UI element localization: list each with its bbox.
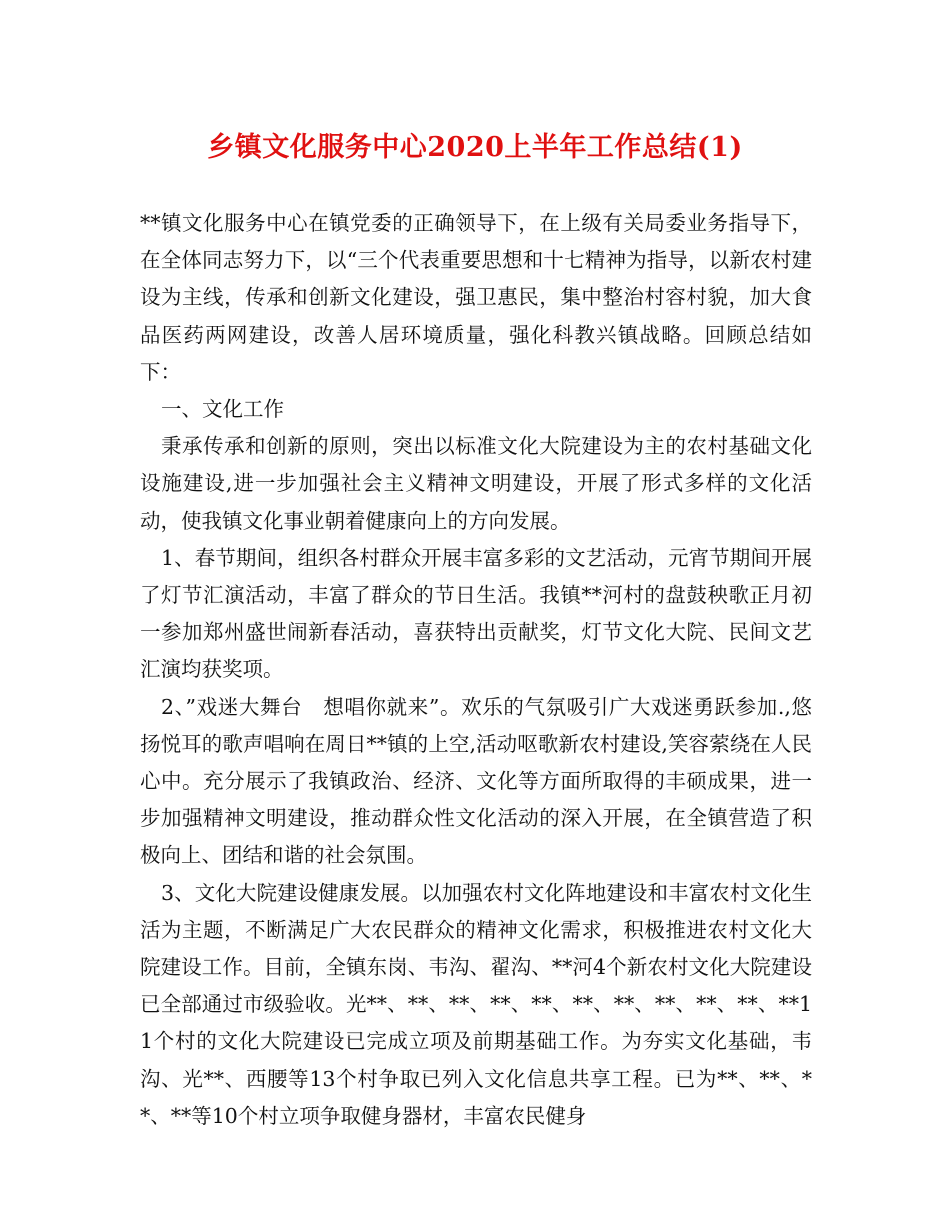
document-body [140,205,812,1135]
paragraph-item-2: 2、”戏迷大舞台 想唱你就来”。欢乐的气氛吸引广大戏迷勇跃参加.,悠扬悦耳的歌声唱响在周日**镇的上空,活动呕歌新农村建设,笑容萦绕在人民心中。充分展示了我镇政治、经济、文化等方面所取得的丰硕成果，进一步加强精神文明建设，推动群众性文化活动的深入开展，在全镇营造了积极向上、团结和谐的社会氛围。 [140,694,812,868]
paragraph-intro: **镇文化服务中心在镇党委的正确领导下，在上级有关局委业务指导下，在全体同志努力下，以“三个代表重要思想和十七精神为指导，以新农村建设为主线，传承和创新文化建设，强卫惠民，集中整治村容村貌，加大食品医药两网建设，改善人居环境质量，强化科教兴镇战略。回顾总结如下： [140,211,812,384]
paragraph-culture-overview: 秉承传承和创新的原则，突出以标准文化大院建设为主的农村基础文化设施建设,进一步加强社会主义精神文明建设，开展了形式多样的文化活动，使我镇文化事业朝着健康向上的方向发展。 [140,434,812,533]
section-heading-culture: 一、文化工作 [161,397,284,422]
page-title: 乡镇文化服务中心2020上半年工作总结(1) [207,132,743,163]
paragraph-item-1: 1、春节期间，组织各村群众开展丰富多彩的文艺活动，元宵节期间开展了灯节汇演活动，丰富了群众的节日生活。我镇**河村的盘鼓秧歌正月初一参加郑州盛世闹新春活动，喜获特出贡献奖，灯节文化大院、民间文艺汇演均获奖项。 [140,545,812,682]
paragraph-item-3: 3、文化大院建设健康发展。以加强农村文化阵地建设和丰富农村文化生活为主题，不断满足广大农民群众的精神文化需求，积极推进农村文化大院建设工作。目前，全镇东岗、韦沟、翟沟、**河4个新农村文化大院建设已全部通过市级验收。光**、**、**、**、**、**、**、**、**、**、**11个村的文化大院建设已完成立项及前期基础工作。为夯实文化基础，韦沟、光**、西腰等13个村争取已列入文化信息共享工程。已为**、**、**、**等10个村立项争取健身器材，丰富农民健身 [140,880,812,1128]
